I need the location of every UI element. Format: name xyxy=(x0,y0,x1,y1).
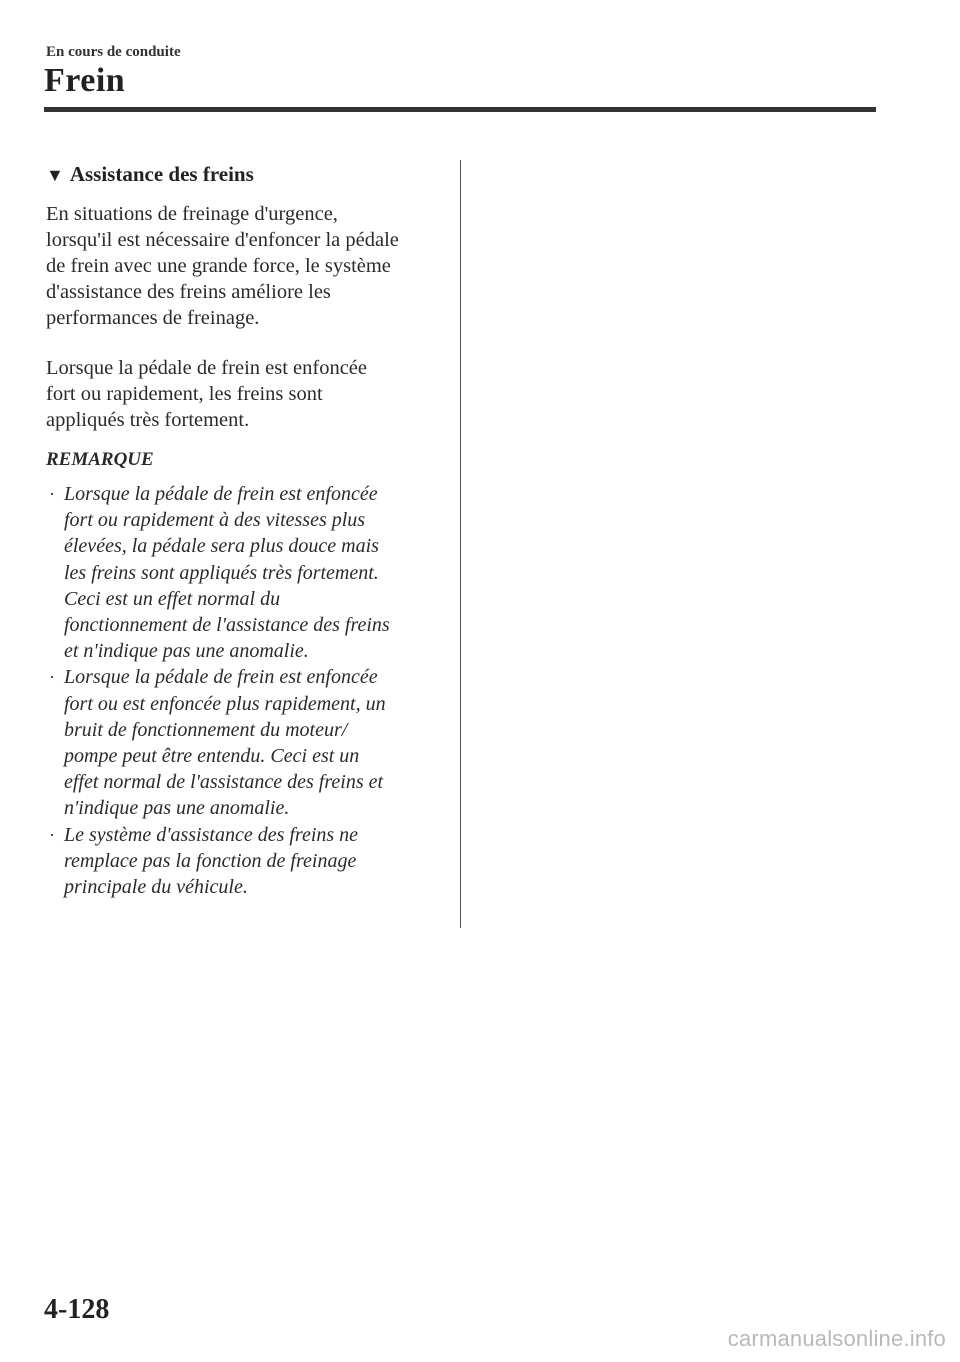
text-line: pompe peut être entendu. Ceci est un xyxy=(64,745,360,768)
text-line: de frein avec une grande force, le système xyxy=(46,255,391,277)
note-item xyxy=(46,822,446,901)
text-line: Lorsque la pédale de frein est enfoncée xyxy=(64,666,378,689)
page-title: Frein xyxy=(44,62,126,99)
note-item xyxy=(46,664,446,821)
text-line: fort ou rapidement à des vitesses plus xyxy=(64,509,366,532)
header-rule xyxy=(44,107,876,112)
column-divider xyxy=(460,160,461,928)
left-column xyxy=(46,158,446,900)
text-line: élevées, la pédale sera plus douce mais xyxy=(64,535,379,558)
section-heading-text: Assistance des freins xyxy=(69,162,254,186)
body-paragraph xyxy=(46,355,446,433)
section-heading xyxy=(46,158,446,191)
body-paragraph xyxy=(46,201,446,331)
triangle-down-icon: ▼ xyxy=(46,165,64,185)
watermark: carmanualsonline.info xyxy=(727,1326,946,1351)
text-line: appliqués très fortement. xyxy=(46,409,250,431)
note-list xyxy=(46,481,446,900)
text-line: les freins sont appliqués très fortement. xyxy=(64,561,379,584)
note-label: REMARQUE xyxy=(46,449,154,470)
text-line: fonctionnement de l'assistance des freins xyxy=(64,614,390,637)
text-line: et n'indique pas une anomalie. xyxy=(64,640,309,663)
bullet-dot-icon: · xyxy=(49,824,55,845)
text-line: Lorsque la pédale de frein est enfoncée xyxy=(46,357,368,379)
page-number: 4-128 xyxy=(44,1294,110,1325)
text-line: bruit de fonctionnement du moteur/ xyxy=(64,718,348,741)
text-line: lorsqu'il est nécessaire d'enfoncer la pédale xyxy=(46,229,399,251)
text-line: remplace pas la fonction de freinage xyxy=(64,849,357,872)
text-line: n'indique pas une anomalie. xyxy=(64,797,290,820)
text-line: performances de freinage. xyxy=(46,307,260,329)
text-line: principale du véhicule. xyxy=(64,876,248,899)
text-line: En situations de freinage d'urgence, xyxy=(46,203,338,225)
text-line: fort ou rapidement, les freins sont xyxy=(46,383,323,405)
text-line: Le système d'assistance des freins ne xyxy=(64,823,359,846)
note-item xyxy=(46,481,446,664)
text-line: effet normal de l'assistance des freins et xyxy=(64,771,384,794)
text-line: Ceci est un effet normal du xyxy=(64,587,281,610)
bullet-dot-icon: · xyxy=(49,484,55,504)
text-line: d'assistance des freins améliore les xyxy=(46,281,331,303)
bullet-dot-icon: · xyxy=(49,667,55,688)
chapter-label: En cours de conduite xyxy=(46,44,181,60)
text-line: Lorsque la pédale de frein est enfoncée xyxy=(64,483,378,505)
text-line: fort ou est enfoncée plus rapidement, un xyxy=(64,692,386,715)
